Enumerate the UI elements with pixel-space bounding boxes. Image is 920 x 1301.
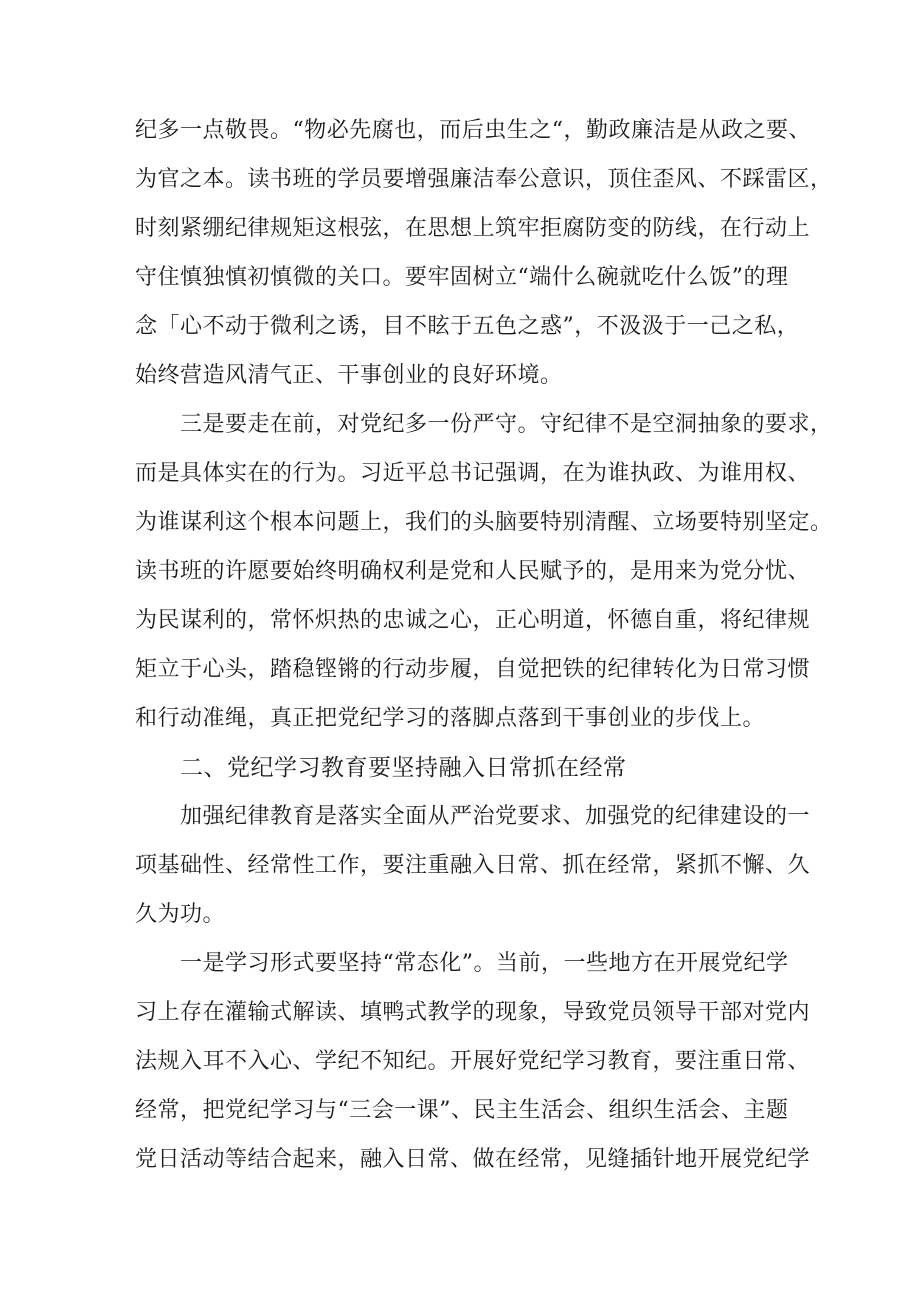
paragraph-line: 项基础性、经常性工作，要注重融入日常、抓在经常，紧抓不懈、久 <box>135 853 811 878</box>
paragraph-line: 加强纪律教育是落实全面从严治党要求、加强党的纪律建设的一 <box>180 804 811 829</box>
paragraph-line: 习上存在灌输式解读、填鸭式教学的现象，导致党员领导干部对党内 <box>135 1000 811 1025</box>
paragraph-line: 为官之本。读书班的学员要增强廉洁奉公意识，顶住歪风、不踩雷区， <box>135 167 833 192</box>
section-heading: 二、党纪学习教育要坚持融入日常抓在经常 <box>180 755 627 781</box>
paragraph-line: 纪多一点敬畏。“物必先腐也，而后虫生之“，勤政廉洁是从政之要、 <box>135 118 811 143</box>
paragraph-line: 法规入耳不入心、学纪不知纪。开展好党纪学习教育，要注重日常、 <box>135 1049 811 1074</box>
paragraph-line: 和行动准绳，真正把党纪学习的落脚点落到干事创业的步伐上。 <box>135 706 766 731</box>
paragraph-line: 读书班的许愿要始终明确权利是党和人民赋予的，是用来为党分忧、 <box>135 559 811 584</box>
paragraph-line: 一是学习形式要坚持“常态化”。当前，一些地方在开展党纪学 <box>180 951 789 976</box>
paragraph-line: 三是要走在前，对党纪多一份严守。守纪律不是空洞抽象的要求， <box>180 412 833 437</box>
paragraph-line: 为民谋利的，常怀炽热的忠诚之心，正心明道，怀德自重，将纪律规 <box>135 608 811 633</box>
paragraph-line: 经常，把党纪学习与“三会一课”、民主生活会、组织生活会、主题 <box>135 1098 789 1123</box>
paragraph-line: 时刻紧绷纪律规矩这根弦，在思想上筑牢拒腐防变的防线，在行动上 <box>135 216 811 241</box>
paragraph-line: 始终营造风清气正、干事创业的良好环境。 <box>135 363 563 388</box>
paragraph-line: 守住慎独慎初慎微的关口。要牢固树立“端什么碗就吃什么饭”的理 <box>135 265 789 290</box>
paragraph-line: 为谁谋利这个根本问题上，我们的头脑要特别清醒、立场要特别坚定。 <box>135 510 833 535</box>
paragraph-line: 久为功。 <box>135 902 226 927</box>
paragraph-line: 党日活动等结合起来，融入日常、做在经常，见缝插针地开展党纪学 <box>135 1147 811 1172</box>
paragraph-line: 念「心不动于微利之诱，目不眩于五色之惑”，不汲汲于一己之私， <box>135 314 800 339</box>
paragraph-line: 矩立于心头，踏稳铿锵的行动步履，自觉把铁的纪律转化为日常习惯 <box>135 657 811 682</box>
paragraph-line: 而是具体实在的行为。习近平总书记强调，在为谁执政、为谁用权、 <box>135 461 811 486</box>
